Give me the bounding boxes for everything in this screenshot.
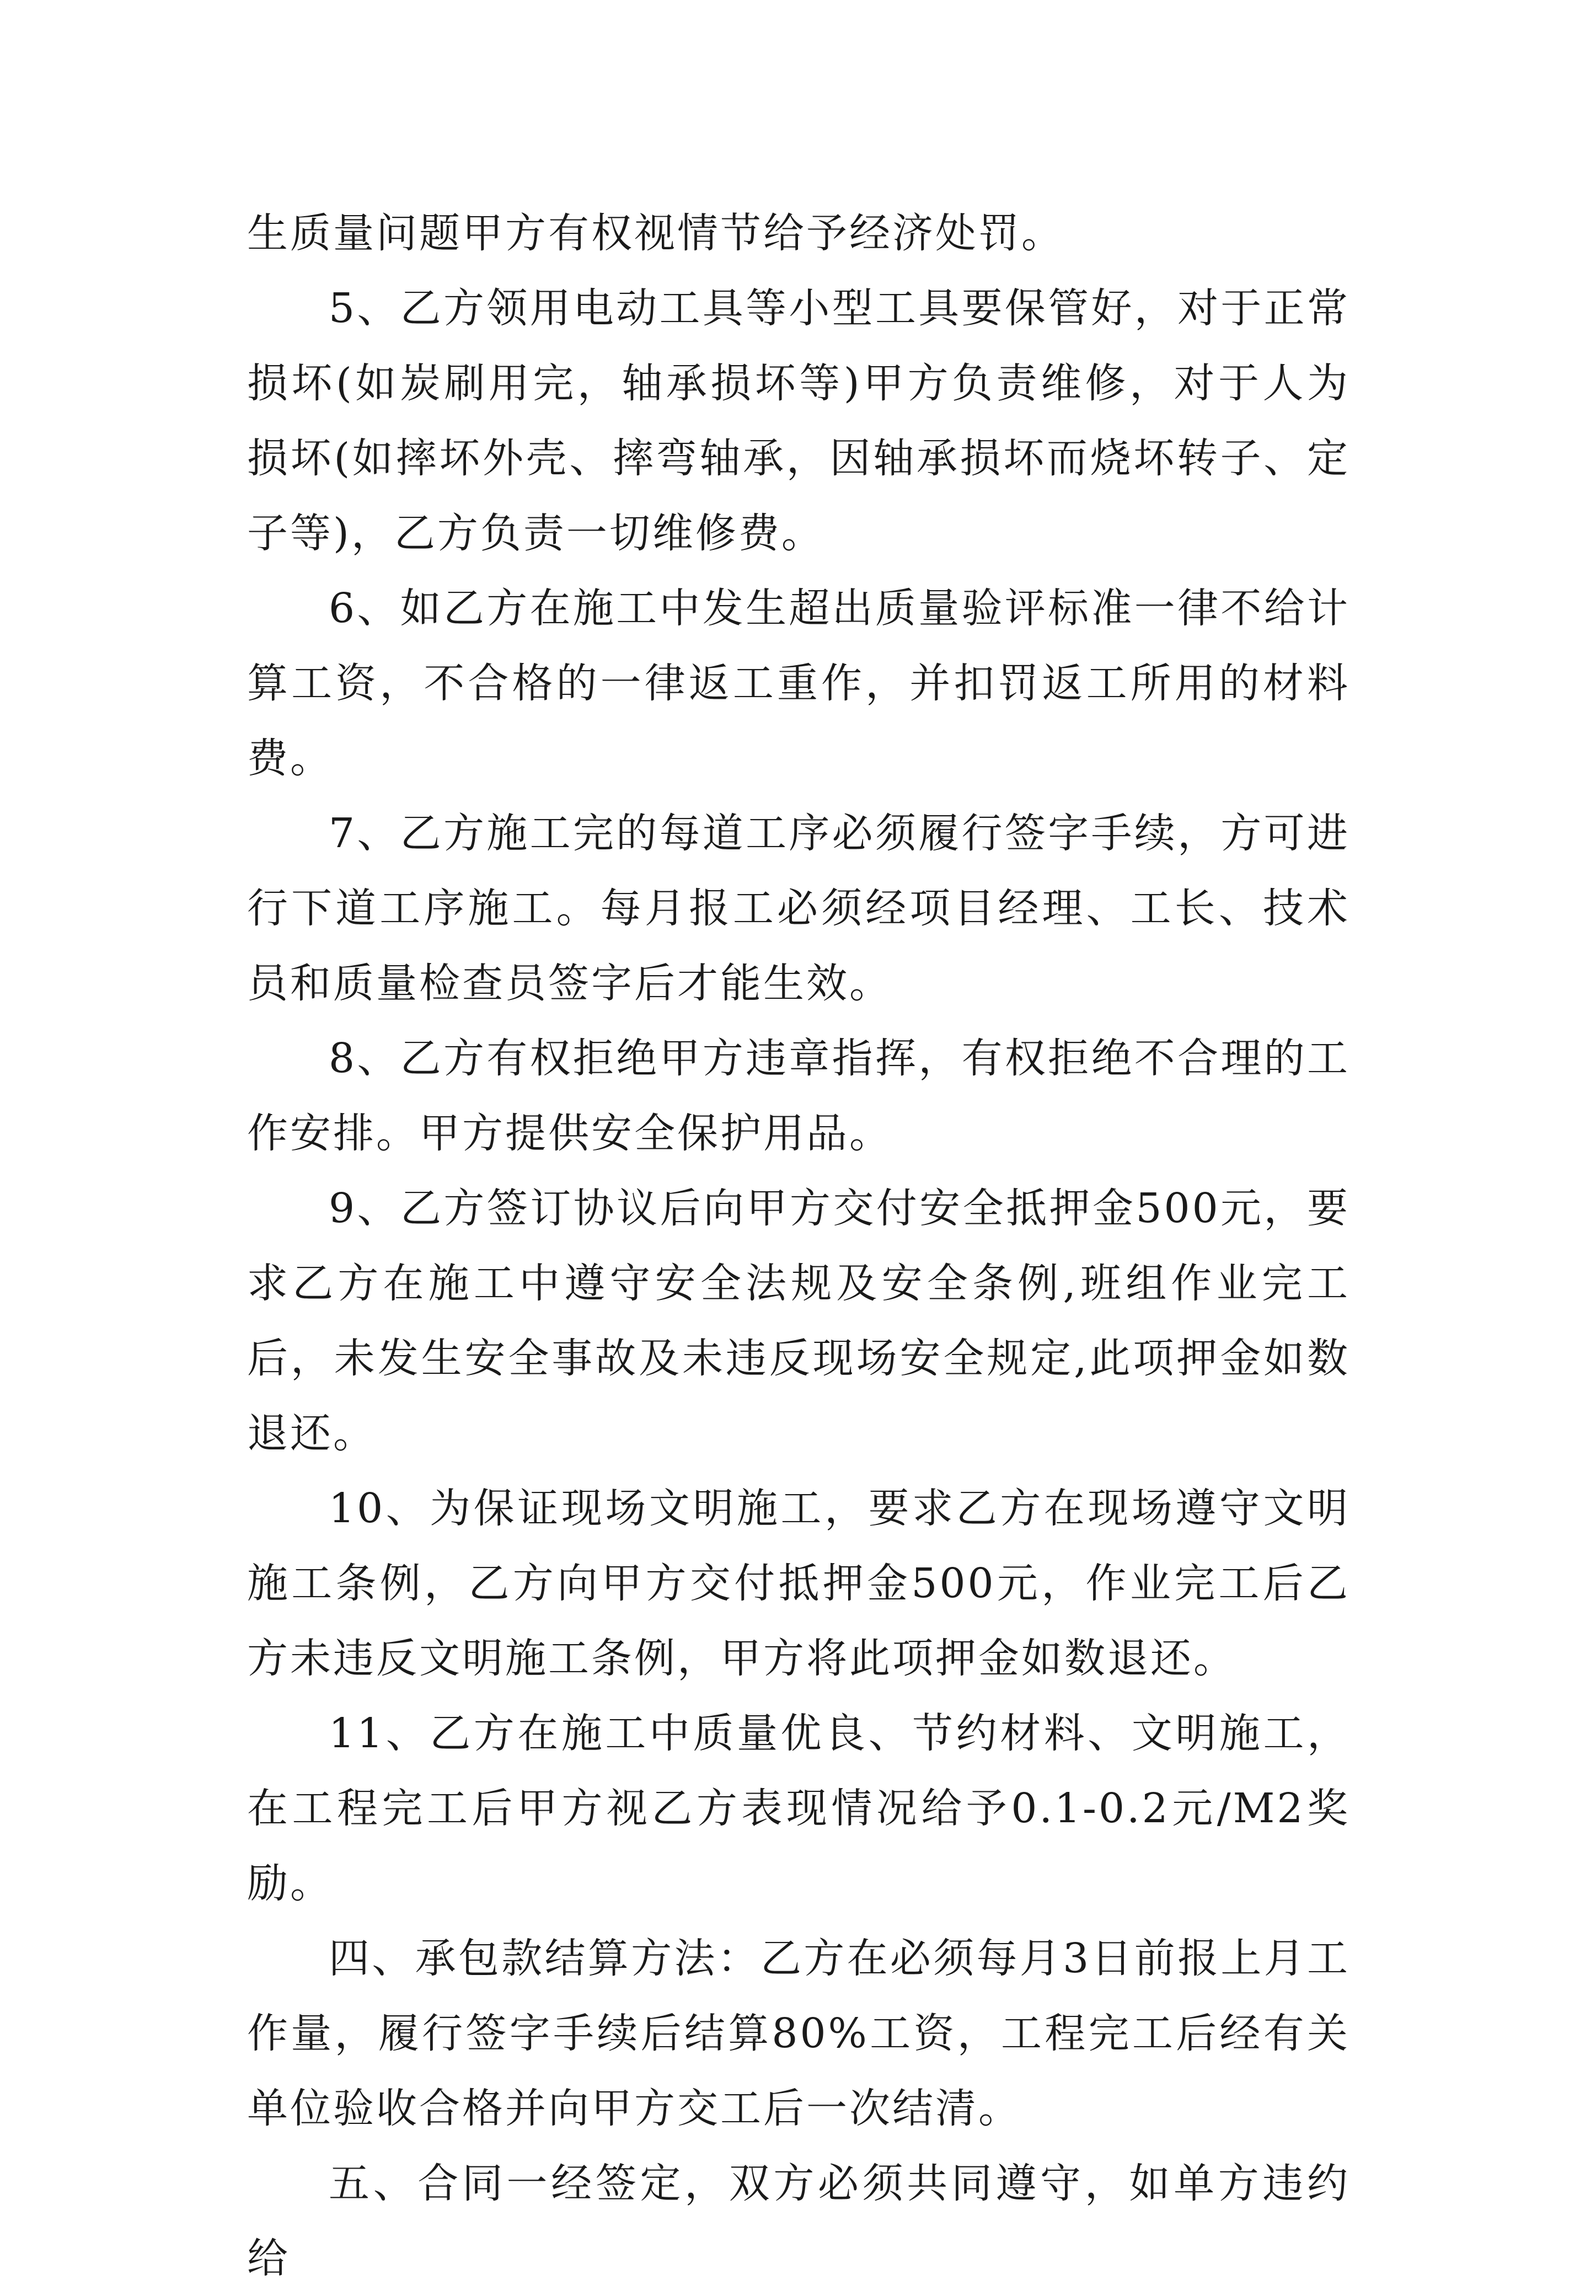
paragraph-clause-8: 8、乙方有权拒绝甲方违章指挥，有权拒绝不合理的工作安排。甲方提供安全保护用品。 [247, 1035, 1350, 1157]
paragraph-clause-9: 9、乙方签订协议后向甲方交付安全抵押金500元，要求乙方在施工中遵守安全法规及安全条例,班组作业完工后，未发生安全事故及未违反现场安全规定,此项押金如数退还。 [247, 1185, 1350, 1457]
paragraph-clause-10: 10、为保证现场文明施工，要求乙方在现场遵守文明施工条例，乙方向甲方交付抵押金500元，作业完工后乙方未违反文明施工条例，甲方将此项押金如数退还。 [247, 1485, 1350, 1682]
paragraph-clause-6: 6、如乙方在施工中发生超出质量验评标准一律不给计算工资，不合格的一律返工重作，并扣罚返工所用的材料费。 [247, 585, 1350, 782]
paragraph-section-4-settlement: 四、承包款结算方法：乙方在必须每月3日前报上月工作量，履行签字手续后结算80%工资，工程完工后经有关单位验收合格并向甲方交工后一次结清。 [247, 1935, 1350, 2132]
paragraph-continuation: 生质量问题甲方有权视情节给予经济处罚。 [247, 210, 1064, 257]
document-body [247, 196, 1350, 2296]
paragraph-clause-5: 5、乙方领用电动工具等小型工具要保管好，对于正常损坏(如炭刷用完，轴承损坏等)甲方负责维修，对于人为损坏(如摔坏外壳、摔弯轴承，因轴承损坏而烧坏转子、定子等)，乙方负责一切维修费。 [247, 285, 1350, 557]
paragraph-section-5-contract: 五、合同一经签定，双方必须共同遵守，如单方违约给 [247, 2160, 1350, 2282]
paragraph-clause-7: 7、乙方施工完的每道工序必须履行签字手续，方可进行下道工序施工。每月报工必须经项目经理、工长、技术员和质量检查员签字后才能生效。 [247, 810, 1350, 1007]
paragraph-clause-11: 11、乙方在施工中质量优良、节约材料、文明施工，在工程完工后甲方视乙方表现情况给予0.1-0.2元/M2奖励。 [247, 1710, 1350, 1907]
